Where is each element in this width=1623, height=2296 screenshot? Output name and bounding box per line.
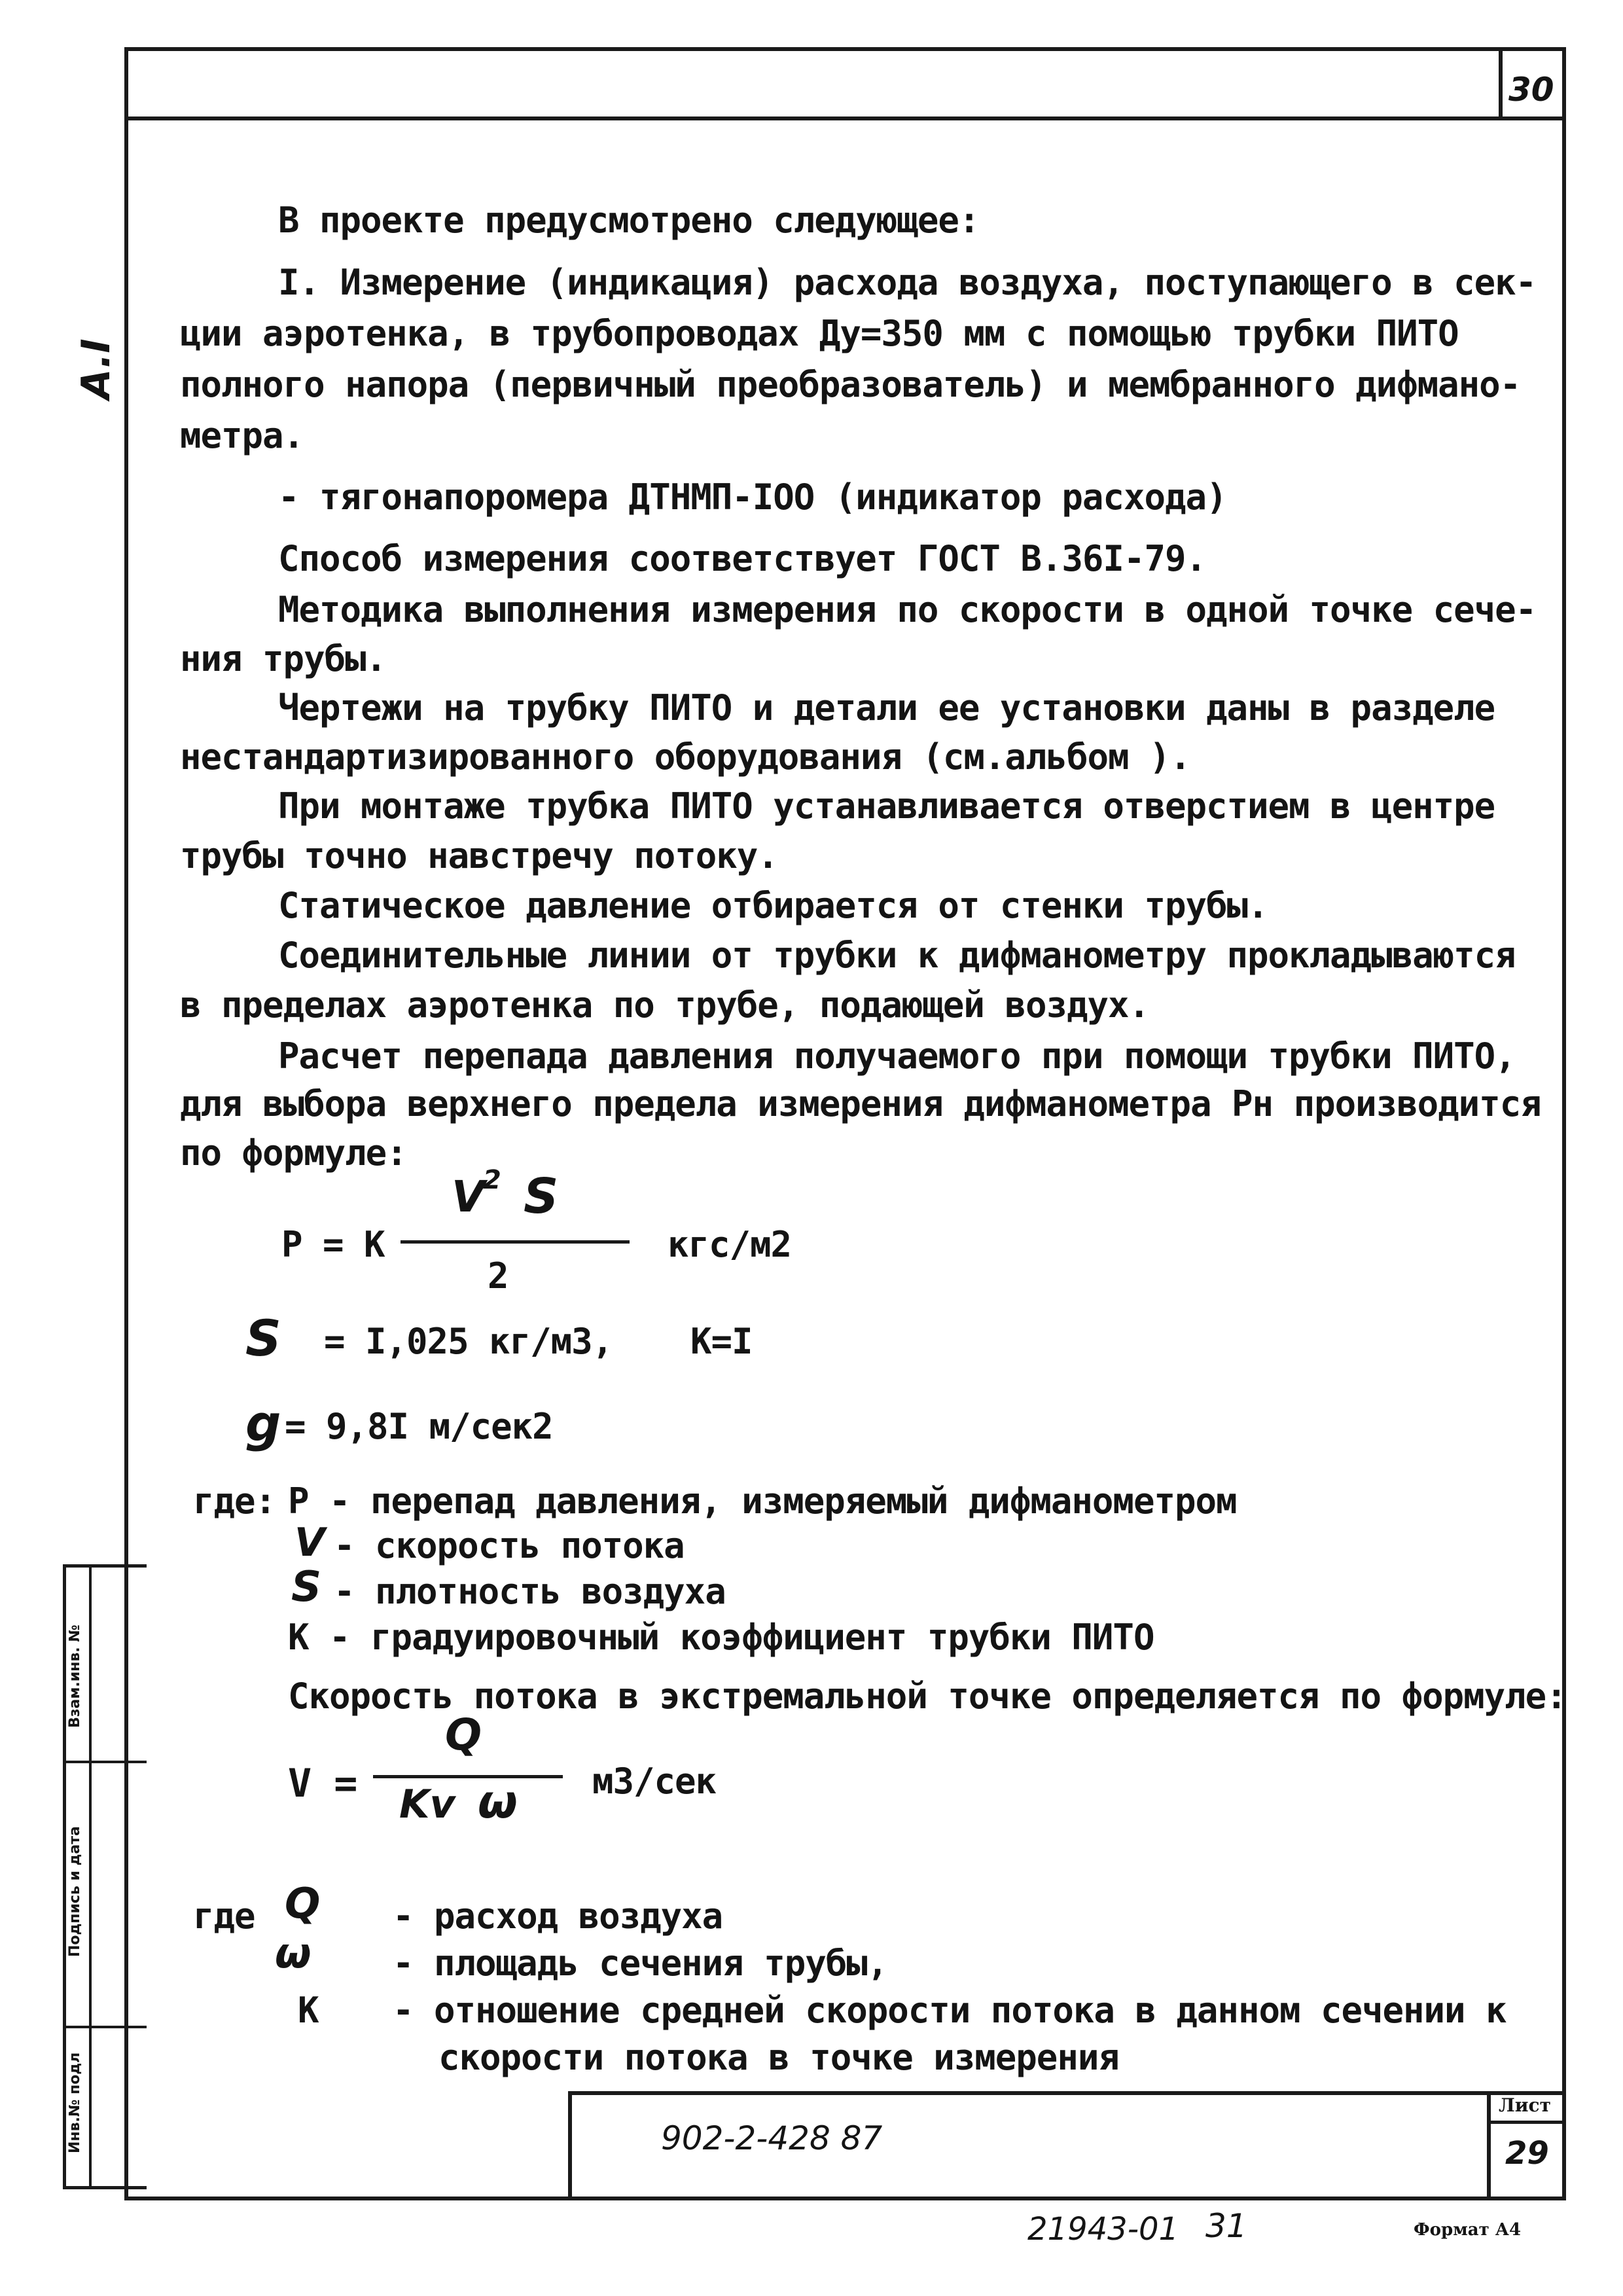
page-number: 30 (1508, 71, 1554, 109)
format-label: Формат А4 (1414, 2220, 1522, 2240)
body-line-05: метра. (180, 415, 304, 456)
formula2-unit: м3/сек (592, 1761, 717, 1802)
side-strip-label-2: Подпись и дата (67, 1826, 83, 1957)
legend1-v-text: - скорость потока (334, 1525, 685, 1566)
formula2-lhs: V = (288, 1761, 357, 1806)
body-line-08: Методика выполнения измерения по скорости в одной точке сече- (278, 589, 1537, 630)
body-line-18: для выбора верхнего предела измерения дифманометра Рн производится (180, 1083, 1541, 1124)
side-strip-label-1: Взам.инв. № (67, 1624, 83, 1728)
body-line-04: полного напора (первичный преобразователь) и мембранного дифмано- (180, 364, 1521, 405)
body-line-19: по формуле: (180, 1132, 407, 1174)
body-line-03: ции аэротенка, в трубопроводах Ду=350 мм с помощью трубки ПИТО (180, 313, 1459, 354)
header-rule (124, 117, 1566, 120)
formula1-fraction-bar (401, 1240, 630, 1244)
formula1-den: 2 (488, 1255, 508, 1297)
formula2-fraction-bar (373, 1775, 563, 1778)
legend2-k-text-1: - отношение средней скорости потока в данном сечении к (393, 1990, 1507, 2031)
side-strip-label-3: Инв.№ подл (67, 2052, 83, 2153)
const-k-value: K=I (690, 1321, 753, 1362)
body-line-12: При монтаже трубка ПИТО устанавливается отверстием в центре (278, 785, 1495, 827)
legend1-rho-symbol: S (291, 1563, 322, 1611)
formula1-lhs: P = K (281, 1224, 385, 1265)
const-g-symbol: g (245, 1394, 281, 1452)
legend1-k-line: К - градуировочный коэффициент трубки ПИТО (288, 1617, 1154, 1658)
side-strip-divider-v (89, 1564, 92, 2189)
body-line-07: Способ измерения соответствует ГОСТ В.36I-79. (278, 538, 1206, 579)
legend1-p-line: Р - перепад давления, измеряемый дифманометром (288, 1480, 1237, 1522)
body-line-06: - тягонапоромера ДТНМП-IОО (индикатор расхода) (278, 476, 1227, 518)
formula1-unit: кгс/м2 (668, 1224, 792, 1265)
legend2-k-symbol: К (298, 1990, 319, 2031)
side-strip-divider-1 (63, 1761, 147, 1763)
formula2-den-k: Kv (399, 1782, 455, 1827)
legend2-where: где (193, 1895, 255, 1937)
body-line-17: Расчет перепада давления получаемого при помощи трубки ПИТО, (278, 1035, 1516, 1077)
body-line-10: Чертежи на трубку ПИТО и детали ее установки даны в разделе (278, 687, 1495, 728)
body-line-15: Соединительные линии от трубки к дифманометру прокладываются (278, 935, 1516, 976)
const-g-value: = 9,8I м/сек2 (285, 1406, 553, 1447)
formula1-num-v: V (452, 1172, 486, 1222)
margin-label: A.I (73, 338, 119, 399)
formula2-num: Q (445, 1710, 482, 1760)
formula2-den-w: ω (478, 1775, 518, 1829)
stamp-sheet-divider (1487, 2121, 1566, 2124)
stamp-designation: 902-2-428 87 (661, 2119, 883, 2157)
velocity-intro: Скорость потока в экстремальной точке определяется по формуле: (288, 1676, 1567, 1717)
legend2-q-text: - расход воздуха (393, 1895, 723, 1937)
body-line-09: ния трубы. (180, 638, 387, 679)
legend1-v-symbol: V (294, 1520, 325, 1566)
stamp-sheet-label: Лист (1499, 2094, 1551, 2116)
stamp-sheet-number: 29 (1505, 2135, 1549, 2172)
formula1-num-exp: 2 (483, 1165, 501, 1195)
legend2-w-text: - площадь сечения трубы, (393, 1943, 888, 1984)
const-rho-value: = I,025 кг/м3, (324, 1321, 613, 1362)
legend2-k-text-2: скорости потока в точке измерения (438, 2037, 1119, 2078)
const-rho-symbol: S (245, 1309, 281, 1367)
legend2-q-symbol: Q (285, 1880, 321, 1928)
body-line-02: I. Измерение (индикация) расхода воздуха, поступающего в сек- (278, 262, 1537, 303)
body-line-14: Статическое давление отбирается от стенки трубы. (278, 885, 1268, 926)
legend2-w-symbol: ω (275, 1929, 312, 1978)
legend1-where: где: (193, 1480, 276, 1522)
stamp-sheet-cell (1487, 2091, 1491, 2200)
body-line-01: В проекте предусмотрено следующее: (278, 200, 980, 241)
bottom-inventory: 21943-01 (1027, 2211, 1179, 2248)
formula1-num-rho: S (524, 1168, 559, 1225)
legend1-rho-text: - плотность воздуха (334, 1571, 726, 1612)
side-strip-divider-2 (63, 2026, 147, 2028)
body-line-16: в пределах аэротенка по трубе, подающей воздух. (180, 984, 1150, 1026)
bottom-inventory-num: 31 (1205, 2207, 1247, 2245)
body-line-13: трубы точно навстречу потоку. (180, 835, 778, 876)
body-line-11: нестандартизированного оборудования (см.альбом ). (180, 736, 1191, 778)
